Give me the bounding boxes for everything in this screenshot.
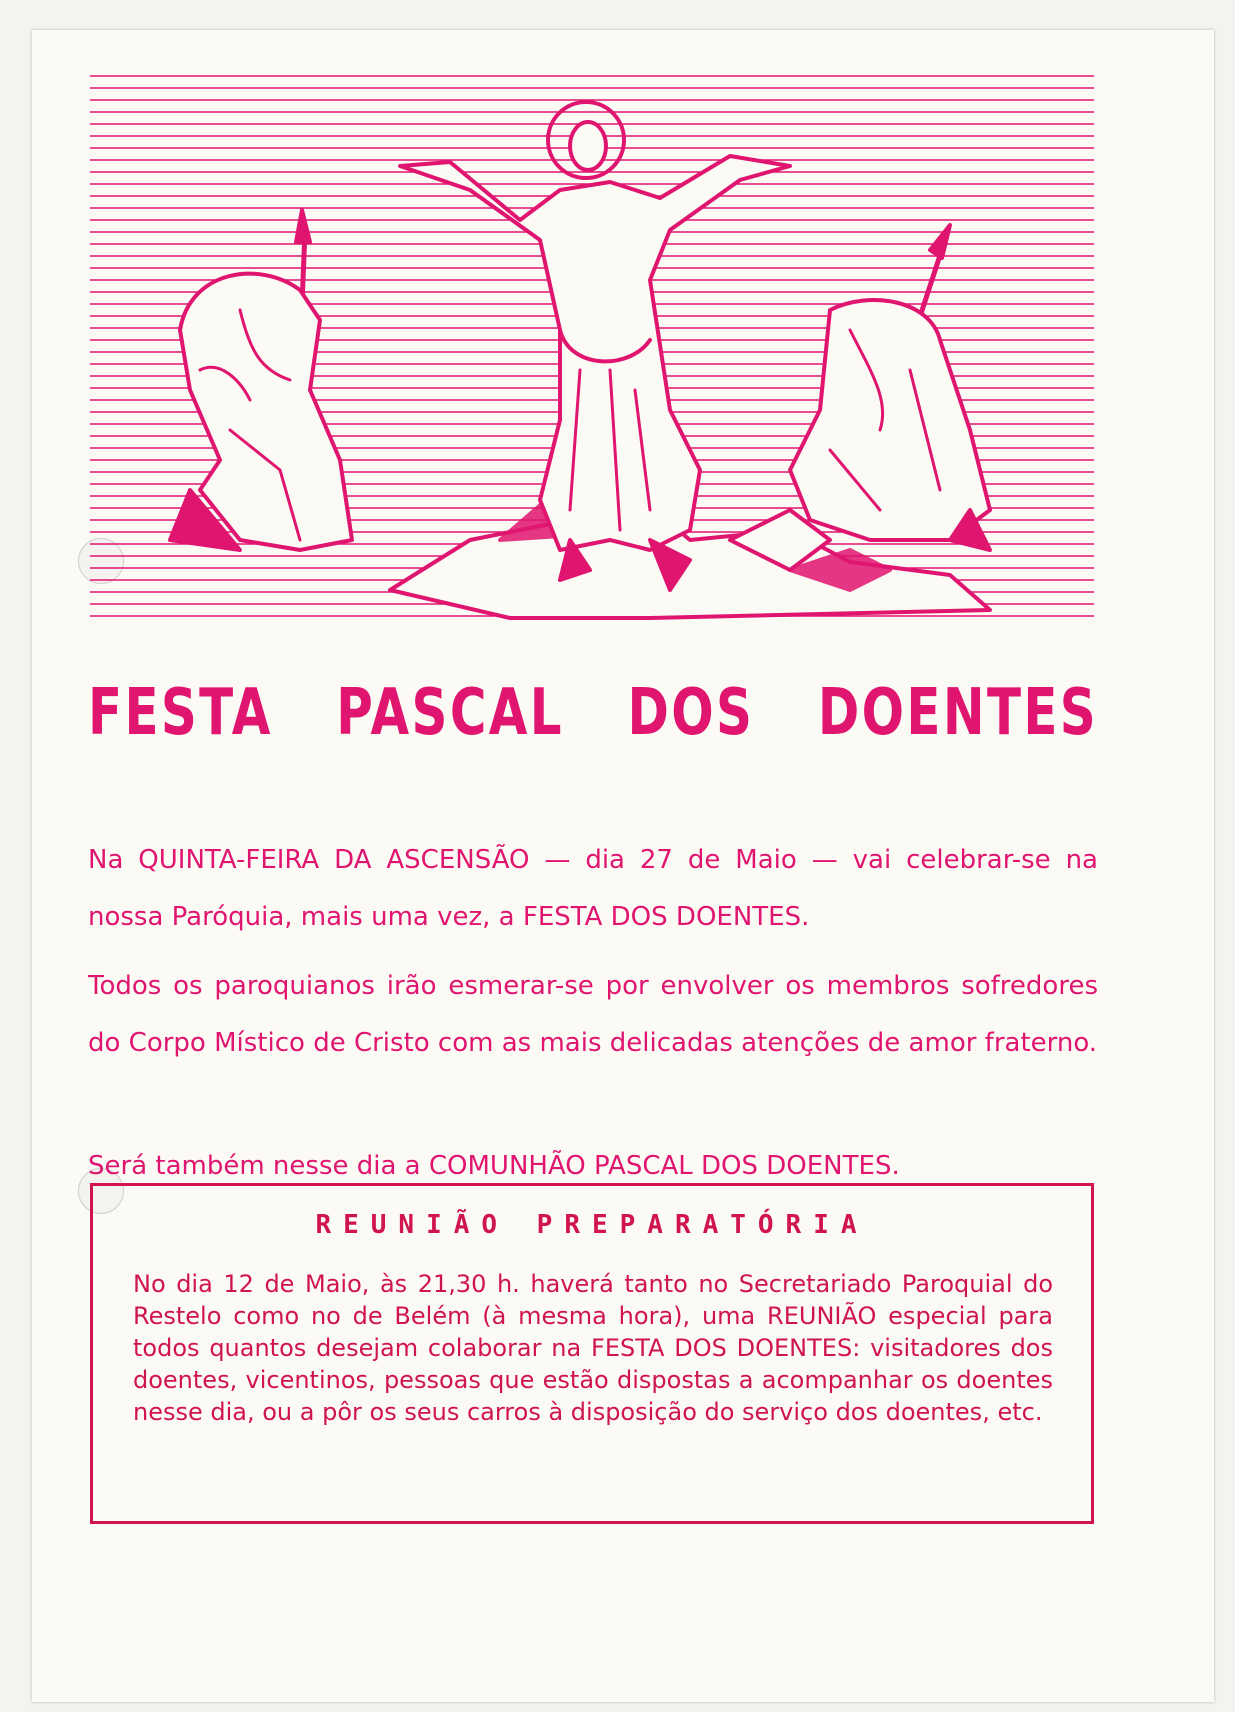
risen-christ-illustration <box>90 70 1094 630</box>
preparatory-meeting-box <box>90 1183 1094 1524</box>
paragraph-easter-communion: Será também nesse dia a COMUNHÃO PASCAL DOS DOENTES. <box>88 1151 900 1181</box>
paragraph-parishioners: Todos os paroquianos irão esmerar-se por envolver os membros sofredores do Corpo Místico de Cristo com as mais delicadas atenções de amor fraterno. <box>88 971 1098 1058</box>
christ-figure <box>400 102 790 590</box>
left-soldier-figure <box>170 210 352 550</box>
box-title: REUNIÃO PREPARATÓRIA <box>315 1210 869 1240</box>
document-title: FESTA PASCAL DOS DOENTES <box>88 676 1099 750</box>
box-text: No dia 12 de Maio, às 21,30 h. haverá tanto no Secretariado Paroquial do Restelo como no de Belém (à mesma hora), uma REUNIÃO especial para todos quantos desejam colaborar na FESTA DOS DOENTES: visitadores dos doentes, vicentinos, pessoas que estão dispostas a acompanhar os doentes nesse dia, ou a pôr os seus carros à disposição do serviço dos doentes, etc. <box>133 1270 1053 1426</box>
paragraph-ascension: Na QUINTA-FEIRA DA ASCENSÃO — dia 27 de Maio — vai celebrar-se na nossa Paróquia, mais uma vez, a FESTA DOS DOENTES. <box>88 845 1098 932</box>
